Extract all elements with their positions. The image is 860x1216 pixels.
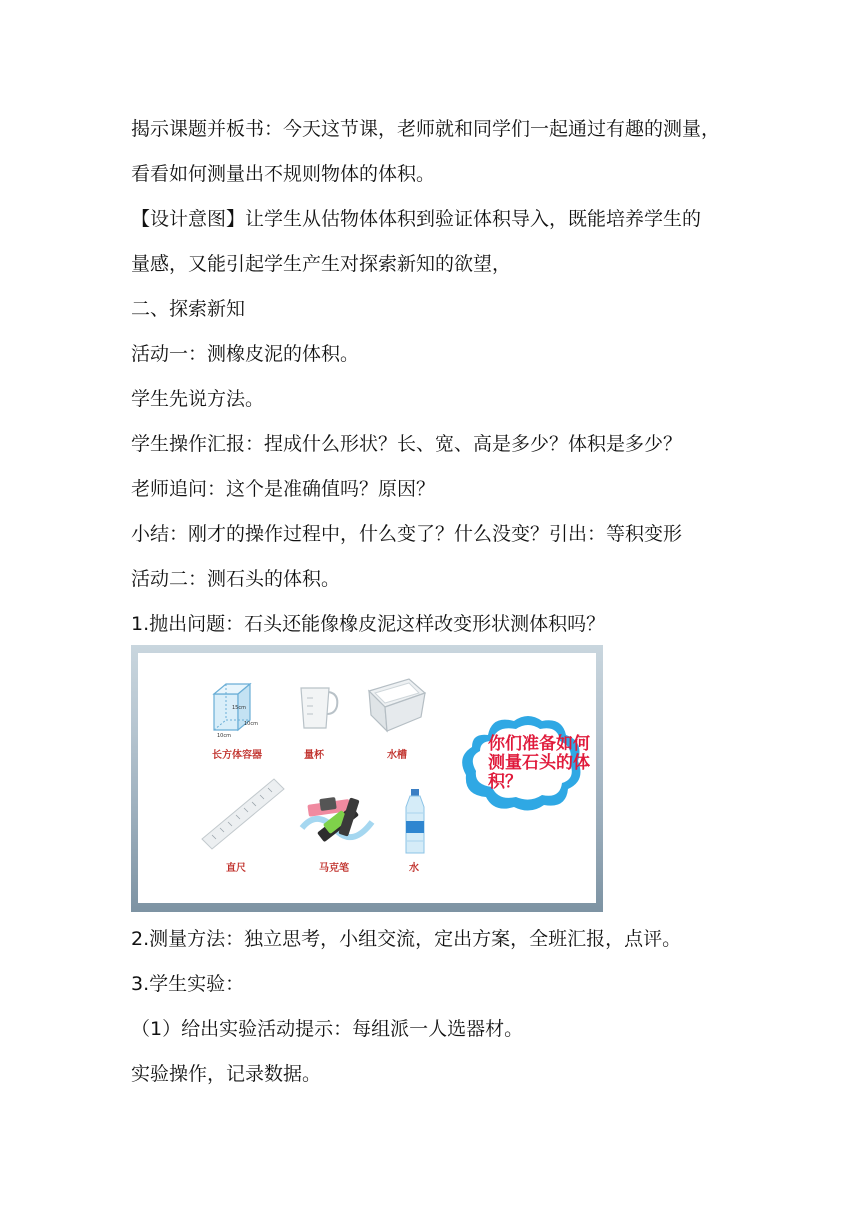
paragraph: 【设计意图】让学生从估物体体积到验证体积导入，既能培养学生的 (131, 208, 702, 230)
section-heading: 二、探索新知 (131, 298, 246, 320)
paragraph: 1.抛出问题：石头还能像橡皮泥这样改变形状测体积吗？ (131, 613, 606, 635)
paragraph: 看看如何测量出不规则物体的体积。 (131, 163, 436, 185)
caption-measuring-cup: 量杯 (304, 750, 324, 761)
water-bottle-icon (400, 787, 430, 857)
ruler-icon (198, 775, 288, 853)
paragraph: 量感，又能引起学生产生对探索新知的欲望， (131, 253, 512, 275)
box-length-label: 10cm (217, 733, 231, 739)
bubble-question-text: 你们准备如何测量石头的体积？ (488, 734, 590, 792)
paragraph: 活动一：测橡皮泥的体积。 (131, 343, 360, 365)
caption-cuboid: 长方体容器 (212, 750, 262, 761)
paragraph: 小结：刚才的操作过程中，什么变了？什么没变？引出：等积变形 (131, 523, 683, 545)
paragraph: 3.学生实验： (131, 973, 245, 995)
paragraph: 学生先说方法。 (131, 388, 265, 410)
paragraph: （1）给出实验活动提示：每组派一人选器材。 (131, 1018, 524, 1040)
markers-icon (298, 788, 378, 852)
figure-panel (138, 653, 596, 903)
paragraph: 老师追问：这个是准确值吗？原因？ (131, 478, 436, 500)
measurement-tools-figure (131, 645, 603, 912)
paragraph: 实验操作，记录数据。 (131, 1063, 322, 1085)
caption-water-tank: 水槽 (387, 750, 407, 761)
caption-water: 水 (409, 863, 419, 874)
paragraph: 学生操作汇报：捏成什么形状？长、宽、高是多少？体积是多少？ (131, 433, 683, 455)
paragraph: 揭示课题并板书：今天这节课，老师就和同学们一起通过有趣的测量， (131, 118, 721, 140)
box-height-label: 15cm (232, 705, 246, 711)
measuring-cup-icon (293, 682, 341, 732)
caption-ruler: 直尺 (226, 863, 246, 874)
paragraph: 活动二：测石头的体积。 (131, 568, 341, 590)
caption-markers: 马克笔 (319, 863, 349, 874)
water-tank-icon (363, 675, 429, 737)
paragraph: 2.测量方法：独立思考，小组交流，定出方案，全班汇报，点评。 (131, 928, 682, 950)
box-width-label: 10cm (244, 721, 258, 727)
